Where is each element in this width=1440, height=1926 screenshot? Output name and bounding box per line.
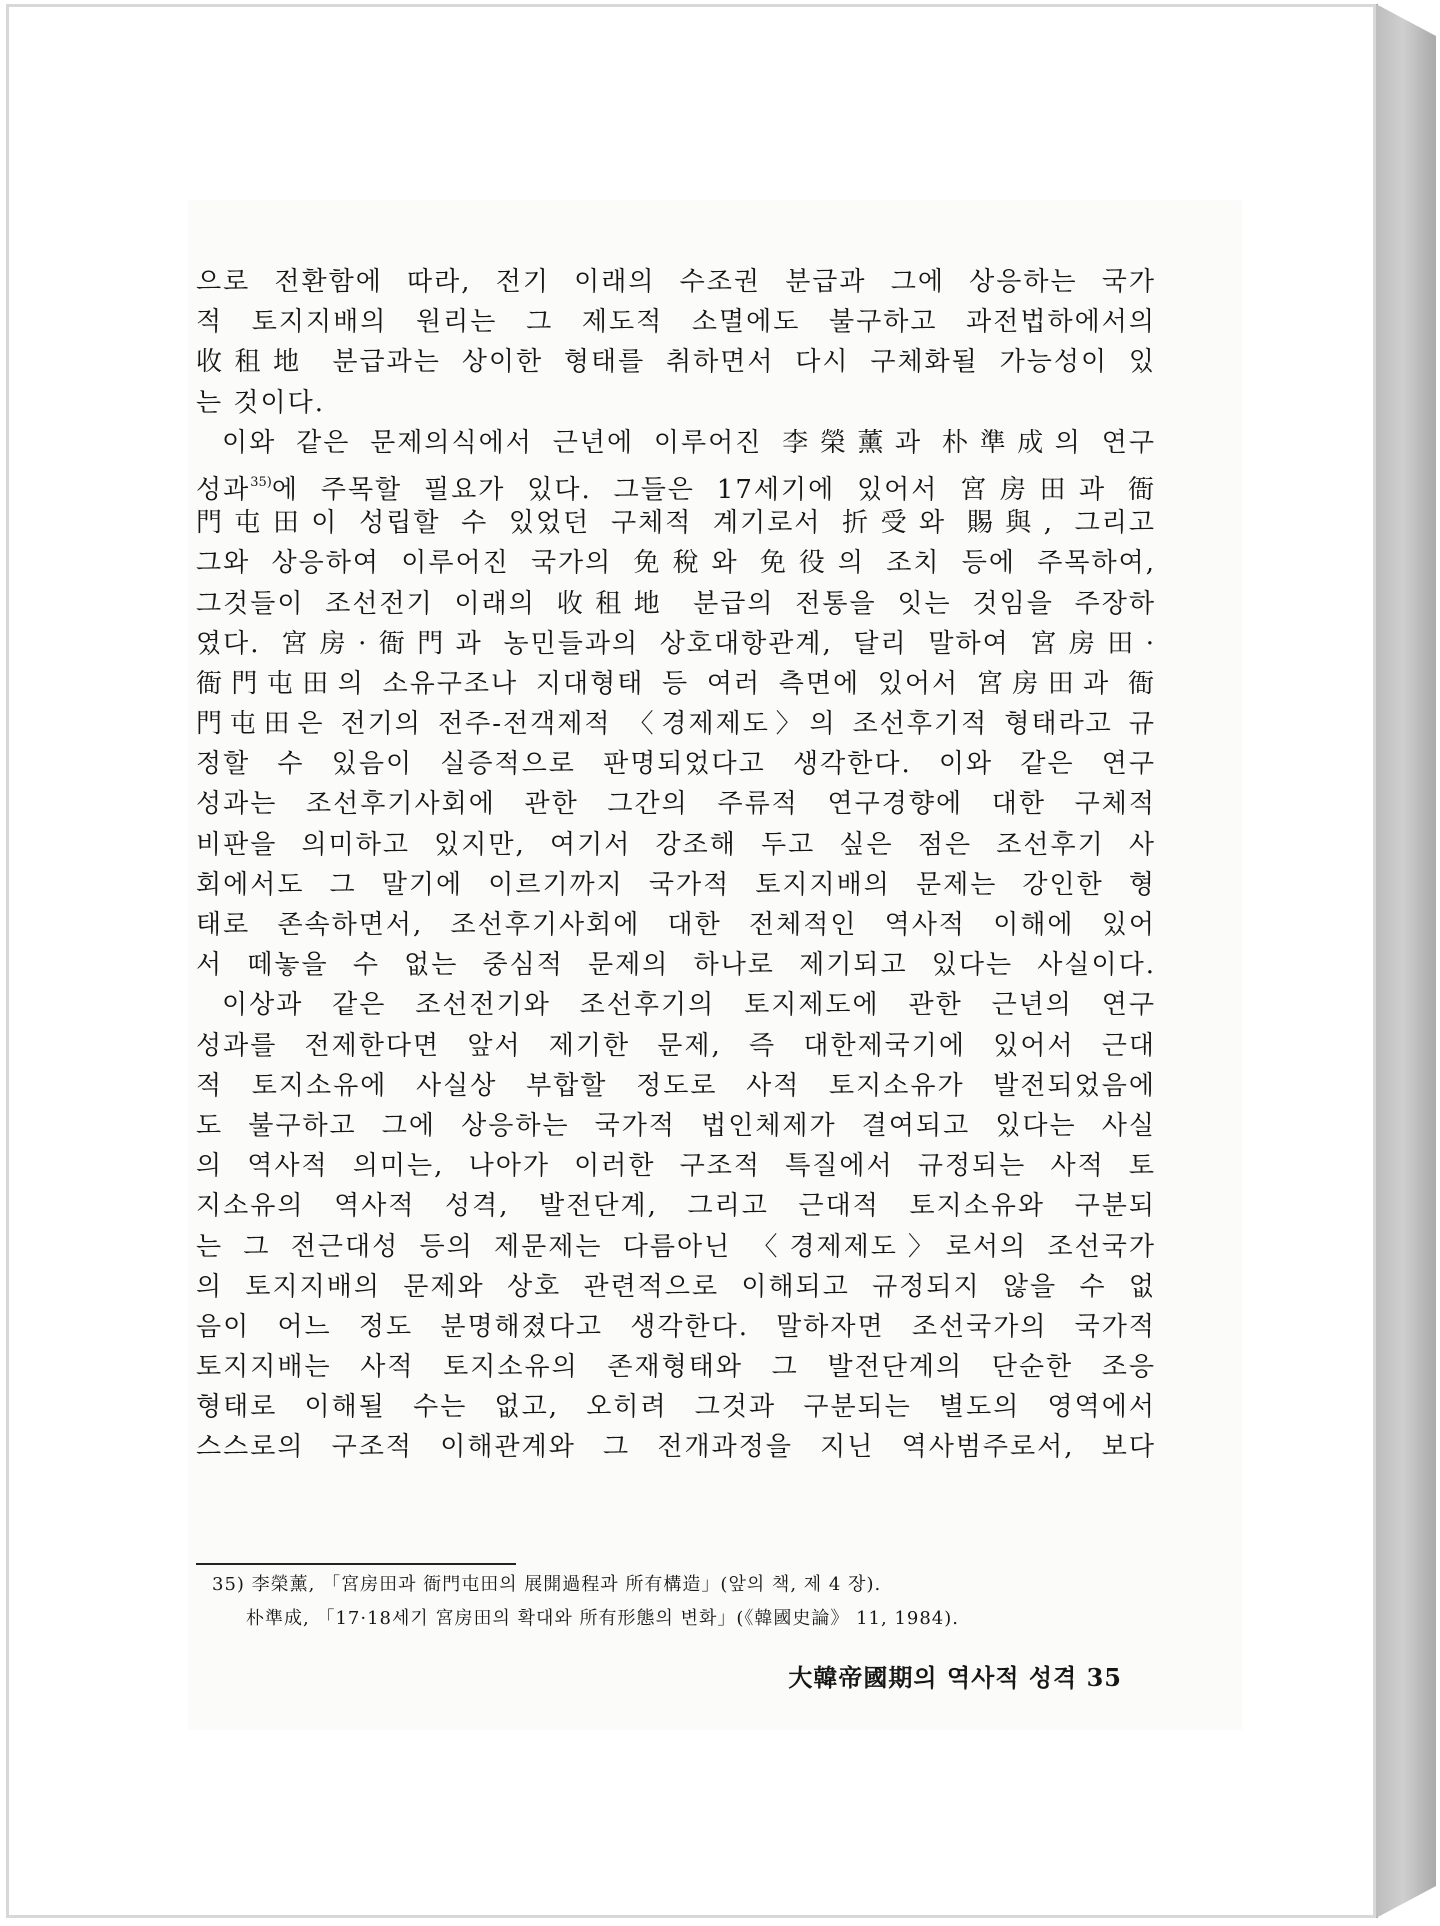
paragraph-start-line: 이와 같은 문제의식에서 근년에 이루어진 李榮薰과 朴準成의 연구 [222,427,1156,458]
body-line: 지소유의 역사적 성격, 발전단계, 그리고 근대적 토지소유와 구분되 [196,1191,1156,1222]
body-line: 음이 어느 정도 분명해졌다고 생각한다. 말하자면 조선국가의 국가적 [196,1311,1156,1342]
page-stack-edge [1376,4,1436,1918]
body-line: 그것들이 조선전기 이래의 收租地 분급의 전통을 잇는 것임을 주장하 [196,588,1156,619]
body-line: 적 토지소유에 사실상 부합할 정도로 사적 토지소유가 발전되었음에 [196,1070,1156,1101]
body-line: 정할 수 있음이 실증적으로 판명되었다고 생각한다. 이와 같은 연구 [196,749,1156,780]
footnote-separator [196,1563,516,1565]
body-line: 스스로의 구조적 이해관계와 그 전개과정을 지닌 역사범주로서, 보다 [196,1432,1156,1463]
paragraph-start-line: 이상과 같은 조선전기와 조선후기의 토지제도에 관한 근년의 연구 [222,990,1156,1021]
line-segment: 성과 [196,474,251,504]
body-line: 서 떼놓을 수 없는 중심적 문제의 하나로 제기되고 있다는 사실이다. [196,950,1156,981]
body-line: 태로 존속하면서, 조선후기사회에 대한 전체적인 역사적 이해에 있어 [196,910,1156,940]
body-line: 성과는 조선후기사회에 관한 그간의 주류적 연구경향에 대한 구체적 [196,789,1156,820]
body-line: 의 역사적 의미는, 나아가 이러한 구조적 특질에서 규정되는 사적 토 [196,1151,1156,1182]
body-line: 의 토지지배의 문제와 상호 관련적으로 이해되고 규정되지 않을 수 없 [196,1271,1156,1302]
body-line: 였다. 宮房·衙門과 농민들과의 상호대항관계, 달리 말하여 宮房田· [196,628,1156,659]
body-line: 門屯田은 전기의 전주-전객제적 〈경제제도〉의 조선후기적 형태라고 규 [196,709,1156,740]
body-line: 衙門屯田의 소유구조나 지대형태 등 여러 측면에 있어서 宮房田과 衙 [196,668,1156,699]
body-line: 으로 전환함에 따라, 전기 이래의 수조권 분급과 그에 상응하는 국가 [196,267,1156,297]
body-line: 회에서도 그 말기에 이르기까지 국가적 토지지배의 문제는 강인한 형 [196,869,1156,900]
body-line: 비판을 의미하고 있지만, 여기서 강조해 두고 싶은 점은 조선후기 사 [196,829,1156,860]
footnote-35-continued: 朴準成, 「17·18세기 宮房田의 확대와 所有形態의 변화」(《韓國史論》 11, 1984). [246,1608,959,1629]
running-footer: 大韓帝國期의 역사적 성격 35 [788,1663,1122,1692]
footnotes [212,1568,1152,1636]
body-line: 적 토지지배의 원리는 그 제도적 소멸에도 불구하고 과전법하에서의 [196,307,1156,338]
body-line: 토지지배는 사적 토지소유의 존재형태와 그 발전단계의 단순한 조응 [196,1352,1156,1383]
line-segment: 에 주목할 필요가 있다. 그들은 17세기에 있어서 宮房田과 衙 [271,474,1156,504]
body-line-with-footnote [196,463,1156,503]
body-line: 收租地 분급과는 상이한 형태를 취하면서 다시 구체화될 가능성이 있 [196,347,1156,378]
body-line: 門屯田이 성립할 수 있었던 구체적 계기로서 折受와 賜與, 그리고 [196,508,1156,539]
body-line: 그와 상응하여 이루어진 국가의 免稅와 免役의 조치 등에 주목하여, [196,548,1156,579]
body-line: 는 것이다. [196,387,325,418]
body-line: 는 그 전근대성 등의 제문제는 다름아닌 〈경제제도〉로서의 조선국가 [196,1231,1156,1262]
body-text [196,262,1156,1468]
footnote-35: 35) 李榮薰, 「宮房田과 衙門屯田의 展開過程과 所有構造」(앞의 책, 제 4 장). [212,1574,882,1595]
body-line: 도 불구하고 그에 상응하는 국가적 법인체제가 결여되고 있다는 사실 [196,1110,1156,1141]
footnote-reference: 35) [250,474,272,490]
body-line: 형태로 이해될 수는 없고, 오히려 그것과 구분되는 별도의 영역에서 [196,1392,1156,1423]
body-line: 성과를 전제한다면 앞서 제기한 문제, 즉 대한제국기에 있어서 근대 [196,1030,1156,1061]
